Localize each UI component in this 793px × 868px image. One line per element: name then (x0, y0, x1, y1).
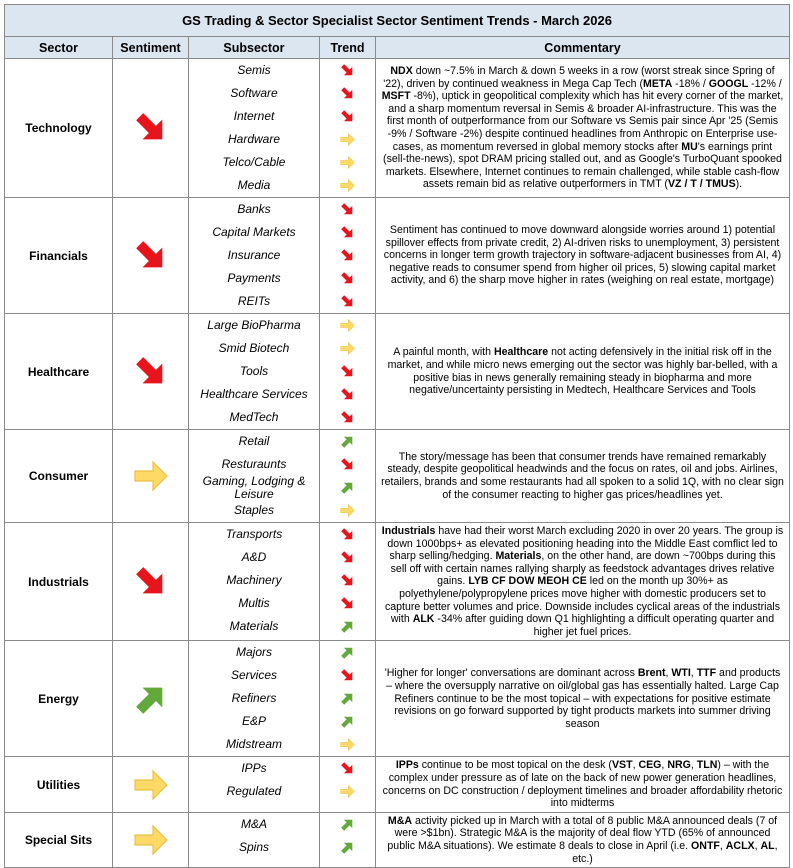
sentiment-sheet (4, 4, 789, 868)
subsector-name: A&D (241, 550, 267, 564)
sentiment-cell (113, 59, 189, 198)
subsector-name: Regulated (226, 784, 282, 799)
trend-item (320, 836, 375, 859)
trend-flat-arrow-icon (339, 340, 356, 357)
trend-item (320, 59, 375, 82)
subsector-name: Telco/Cable (222, 155, 286, 169)
trend-item (320, 383, 375, 406)
commentary-bold: M&A (387, 814, 413, 827)
subsector-cell (189, 523, 320, 641)
subsector-cell (189, 59, 320, 198)
commentary-segment: , on the other hand, are down ~700bps during this sell off with certain names rallying sharply as feedstock advantages drives relative gains. (390, 550, 776, 588)
trend-flat-arrow-icon (339, 736, 356, 753)
trend-down-arrow-icon (339, 85, 356, 102)
subsector-cell (189, 757, 320, 812)
commentary-segment: , (632, 759, 639, 772)
sector-row (5, 198, 790, 314)
commentary-bold: Industrials (381, 525, 436, 537)
sentiment-up-arrow-icon (131, 679, 171, 719)
commentary-bold: TLN (696, 759, 718, 772)
commentary-bold: CEG (638, 759, 662, 772)
trend-down-arrow-icon (339, 224, 356, 241)
commentary-segment: -8%), uptick in geopolitical complexity which has hit every corner of the market, and a sharp momentum reversal in Semis & broader AI-infrastructure. This was the first month of outperformance from our Software vs Semis pair since Apr '25 (Semis -9% / Software -2%) despite continued headlines from Anthropic on Enterprise use-cases, as momentum reversed in global memory stocks after (386, 90, 784, 153)
sector-row (5, 59, 790, 198)
subsector-cell (189, 641, 320, 757)
trend-item (320, 615, 375, 638)
trend-item (320, 244, 375, 267)
sentiment-cell (113, 198, 189, 314)
trend-item (320, 406, 375, 429)
sentiment-down-arrow-icon (131, 562, 171, 602)
trend-down-arrow-icon (339, 293, 356, 310)
sector-name: Technology (5, 59, 113, 198)
sector-row (5, 757, 790, 812)
trend-item (320, 267, 375, 290)
trend-cell (320, 198, 376, 314)
trend-up-arrow-icon (339, 618, 356, 635)
subsector-name: Media (237, 178, 271, 192)
commentary-bold: NRG (667, 759, 691, 772)
commentary-segment: , (719, 839, 726, 852)
sentiment-down-arrow-icon (131, 108, 171, 148)
commentary-segment: 's earnings print (sell-the-news), spot DRAM pricing stalled out, and as Google's TurboQuant spooked markets. Elsewhere, Internet continues to remain challenged, while stable cash-flow assets remain bid as relative outperformers in TMT ( (383, 140, 782, 191)
trend-flat-arrow-icon (339, 502, 356, 519)
trend-up-arrow-icon (339, 839, 356, 856)
commentary-segment: , (690, 667, 697, 680)
trend-item (320, 523, 375, 546)
subsector-name: Multis (238, 596, 270, 610)
trend-down-arrow-icon (339, 108, 356, 125)
header-sentiment: Sentiment (113, 37, 189, 59)
subsector-name: Majors (235, 645, 272, 660)
trend-flat-arrow-icon (339, 154, 356, 171)
subsector-name: Services (230, 668, 277, 683)
commentary-bold: MSFT (381, 90, 411, 103)
header-subsector: Subsector (189, 37, 320, 59)
trend-item (320, 198, 375, 221)
sector-name: Healthcare (5, 314, 113, 430)
trend-down-arrow-icon (339, 409, 356, 426)
trend-down-arrow-icon (339, 549, 356, 566)
trend-down-arrow-icon (339, 526, 356, 543)
commentary-text (376, 430, 790, 523)
trend-up-arrow-icon (339, 713, 356, 730)
sector-row (5, 430, 790, 523)
header-trend: Trend (320, 37, 376, 59)
commentary-bold: ALK (412, 613, 435, 626)
trend-item (320, 546, 375, 569)
trend-item (320, 757, 375, 780)
sector-name: Special Sits (5, 812, 113, 867)
commentary-segment: , (690, 759, 697, 772)
trend-item (320, 453, 375, 476)
subsector-cell (189, 812, 320, 867)
subsector-cell (189, 430, 320, 523)
commentary-segment: The story/message has been that consumer trends have remained remarkably steady, despite geopolitical headwinds and the focus on rates, oil and jobs. Airlines, retailers, brands and some restaurants had all spoken to a solid 1Q, with no clear sign of the consumer reacting to higher gas prices/headlines yet. (381, 450, 784, 501)
trend-down-arrow-icon (339, 62, 356, 79)
trend-item (320, 813, 375, 836)
sentiment-cell (113, 812, 189, 867)
trend-down-arrow-icon (339, 456, 356, 473)
trend-item (320, 569, 375, 592)
subsector-name: Large BioPharma (207, 318, 301, 332)
trend-up-arrow-icon (339, 690, 356, 707)
trend-item (320, 174, 375, 197)
trend-down-arrow-icon (339, 201, 356, 218)
commentary-segment: down ~7.5% in March & down 5 weeks in a row (worst streak since Spring of '22), driven by continued weakness in Mega Cap Tech ( (383, 65, 775, 90)
subsector-name: E&P (241, 714, 266, 729)
commentary-bold: AL (760, 839, 775, 852)
subsector-name: Retail (238, 434, 270, 448)
sector-name: Utilities (5, 757, 113, 812)
trend-down-arrow-icon (339, 270, 356, 287)
trend-item (320, 499, 375, 522)
trend-item (320, 128, 375, 151)
commentary-segment: 'Higher for longer' conversations are dominant across (384, 667, 638, 680)
commentary-text (376, 757, 790, 812)
commentary-bold: VZ / T / TMUS (667, 178, 736, 191)
trend-flat-arrow-icon (339, 783, 356, 800)
subsector-name: Hardware (227, 132, 281, 146)
commentary-segment: , (661, 759, 668, 772)
trend-cell (320, 641, 376, 757)
commentary-bold: Brent (637, 667, 666, 680)
commentary-bold: MU (681, 140, 698, 153)
trend-item (320, 780, 375, 803)
sector-name: Consumer (5, 430, 113, 523)
subsector-name: Internet (233, 109, 275, 123)
commentary-segment: continue to be most topical on the desk ( (418, 759, 612, 772)
trend-up-arrow-icon (339, 433, 356, 450)
sentiment-table (4, 4, 790, 868)
header-sector: Sector (5, 37, 113, 59)
sentiment-flat-arrow-icon (131, 820, 171, 860)
subsector-name: Spins (238, 839, 270, 854)
subsector-name: Semis (237, 63, 271, 77)
subsector-name: Banks (237, 202, 271, 216)
commentary-text (376, 59, 790, 198)
trend-up-arrow-icon (339, 479, 356, 496)
commentary-segment: ) – with the complex under pressure as of late on the back of new power generation headlines, concerns on DC construction / deployment timelines and broader affordability rhetoric into midterms (382, 759, 783, 810)
subsector-name: REITs (237, 294, 271, 308)
trend-item (320, 664, 375, 687)
trend-item (320, 337, 375, 360)
sentiment-cell (113, 641, 189, 757)
commentary-text (376, 812, 790, 867)
trend-cell (320, 59, 376, 198)
sentiment-cell (113, 523, 189, 641)
header-commentary: Commentary (376, 37, 790, 59)
subsector-name: M&A (240, 816, 267, 831)
trend-up-arrow-icon (339, 816, 356, 833)
subsector-name: Materials (229, 619, 279, 633)
trend-item (320, 314, 375, 337)
trend-item (320, 430, 375, 453)
sector-name: Financials (5, 198, 113, 314)
trend-flat-arrow-icon (339, 131, 356, 148)
commentary-segment: ). (735, 178, 743, 191)
trend-cell (320, 757, 376, 812)
trend-item (320, 641, 375, 664)
trend-item (320, 733, 375, 756)
trend-item (320, 290, 375, 313)
commentary-text (376, 523, 790, 641)
trend-down-arrow-icon (339, 386, 356, 403)
sentiment-cell (113, 757, 189, 812)
commentary-segment: A painful month, with (393, 346, 494, 359)
subsector-name: Healthcare Services (200, 387, 308, 401)
commentary-segment: Sentiment has continued to move downward alongside worries around 1) potential spillover effects from private credit, 2) AI-driven risks to unemployment, 3) persistent concerns in longer term growth trajectory in software-adjacent businesses from AI, 4) negative reads to consumer spend from higher oil prices, 5) slowing capital market activity, and 6) the sharp move higher in rates (weighing on real estate, mortgage) (383, 224, 782, 287)
trend-down-arrow-icon (339, 572, 356, 589)
sentiment-cell (113, 430, 189, 523)
subsector-name: Staples (233, 503, 275, 517)
trend-item (320, 710, 375, 733)
trend-item (320, 687, 375, 710)
trend-cell (320, 812, 376, 867)
commentary-bold: GOOGL (708, 77, 749, 90)
trend-item (320, 476, 375, 499)
subsector-name: Tools (239, 364, 269, 378)
trend-cell (320, 523, 376, 641)
subsector-name: Payments (227, 271, 281, 285)
trend-item (320, 82, 375, 105)
commentary-segment: , (754, 839, 761, 852)
commentary-segment: , (665, 667, 672, 680)
trend-cell (320, 430, 376, 523)
commentary-text (376, 641, 790, 757)
sentiment-down-arrow-icon (131, 352, 171, 392)
sentiment-flat-arrow-icon (131, 456, 171, 496)
sector-row (5, 314, 790, 430)
subsector-name: MedTech (229, 410, 279, 424)
commentary-segment: activity picked up in March with a total of 8 public M&A announced deals (7 of were >$1bn). Strategic M&A is the majority of deal flow YTD (65% of announced public M&A situations). We estimate 8 deals to close in April (i.e. (387, 814, 778, 852)
trend-down-arrow-icon (339, 595, 356, 612)
subsector-cell (189, 314, 320, 430)
commentary-bold: NDX (390, 65, 413, 78)
commentary-bold: VST (611, 759, 633, 772)
commentary-segment: -18% / (672, 77, 709, 90)
trend-down-arrow-icon (339, 667, 356, 684)
commentary-bold: Materials (495, 550, 542, 563)
trend-down-arrow-icon (339, 363, 356, 380)
commentary-bold: ONTF (691, 839, 720, 852)
subsector-name: Resturaunts (221, 457, 287, 471)
trend-item (320, 151, 375, 174)
subsector-name: Gaming, Lodging & Leisure (202, 473, 306, 501)
trend-flat-arrow-icon (339, 177, 356, 194)
subsector-name: Machinery (226, 573, 282, 587)
trend-item (320, 360, 375, 383)
commentary-bold: ACLX (725, 839, 755, 852)
subsector-name: Capital Markets (212, 225, 296, 239)
trend-item (320, 105, 375, 128)
trend-up-arrow-icon (339, 644, 356, 661)
subsector-name: IPPs (241, 761, 267, 776)
trend-item (320, 221, 375, 244)
commentary-segment: and products – where the oversupply narrative on oil/global gas has essentially halted. Large Cap Refiners continue to be the most topical – with expectations for positive estimate revisions on go forward supported by tight products markets into summer driving season (386, 667, 781, 730)
sector-row (5, 812, 790, 867)
commentary-text (376, 198, 790, 314)
subsector-name: Insurance (227, 248, 281, 262)
sector-name: Industrials (5, 523, 113, 641)
commentary-bold: LYB CF DOW MEOH CE (468, 575, 587, 588)
trend-down-arrow-icon (339, 760, 356, 777)
commentary-bold: IPPs (395, 759, 419, 772)
sheet-title: GS Trading & Sector Specialist Sector Sentiment Trends - March 2026 (5, 5, 790, 37)
trend-item (320, 592, 375, 615)
sentiment-cell (113, 314, 189, 430)
sentiment-flat-arrow-icon (131, 765, 171, 805)
trend-cell (320, 314, 376, 430)
subsector-name: Software (230, 86, 278, 100)
trend-flat-arrow-icon (339, 317, 356, 334)
commentary-text (376, 314, 790, 430)
subsector-name: Smid Biotech (218, 341, 290, 355)
subsector-name: Refiners (231, 691, 277, 706)
commentary-segment: -34% after guiding down Q1 highlighting a difficult operating quarter and higher jet fuel prices. (434, 613, 775, 638)
commentary-segment: not acting defensively in the initial risk off in the market, and while micro news emerging out the sector was highly bar-belled, with a positive bias in news generally remaining steady in biopharma and more negative/uncertainty persisting in Medtech, Healthcare Services and Tools (387, 346, 778, 397)
subsector-name: Transports (225, 527, 283, 541)
trend-down-arrow-icon (339, 247, 356, 264)
commentary-segment: , etc.) (572, 839, 778, 865)
subsector-name: Midstream (225, 737, 282, 752)
commentary-segment: have had their worst March excluding 2020 in over 20 years. The group is down 1000bps+ as elevated positioning heading into the Middle East comflict led to sharp selling/hedging. (387, 525, 784, 563)
commentary-segment: led on the month up 30%+ as polyethylene/polypropylene prices move higher with domestic producers set to capture better volumes and price. Downside includes cyclical areas of the industrials with (384, 575, 781, 626)
sentiment-down-arrow-icon (131, 236, 171, 276)
sector-name: Energy (5, 641, 113, 757)
commentary-bold: TTF (696, 667, 717, 680)
commentary-bold: META (643, 77, 673, 90)
sector-row (5, 641, 790, 757)
commentary-bold: Healthcare (493, 346, 549, 359)
subsector-cell (189, 198, 320, 314)
commentary-bold: WTI (671, 667, 691, 680)
commentary-segment: -12% / (748, 77, 782, 90)
sector-row (5, 523, 790, 641)
